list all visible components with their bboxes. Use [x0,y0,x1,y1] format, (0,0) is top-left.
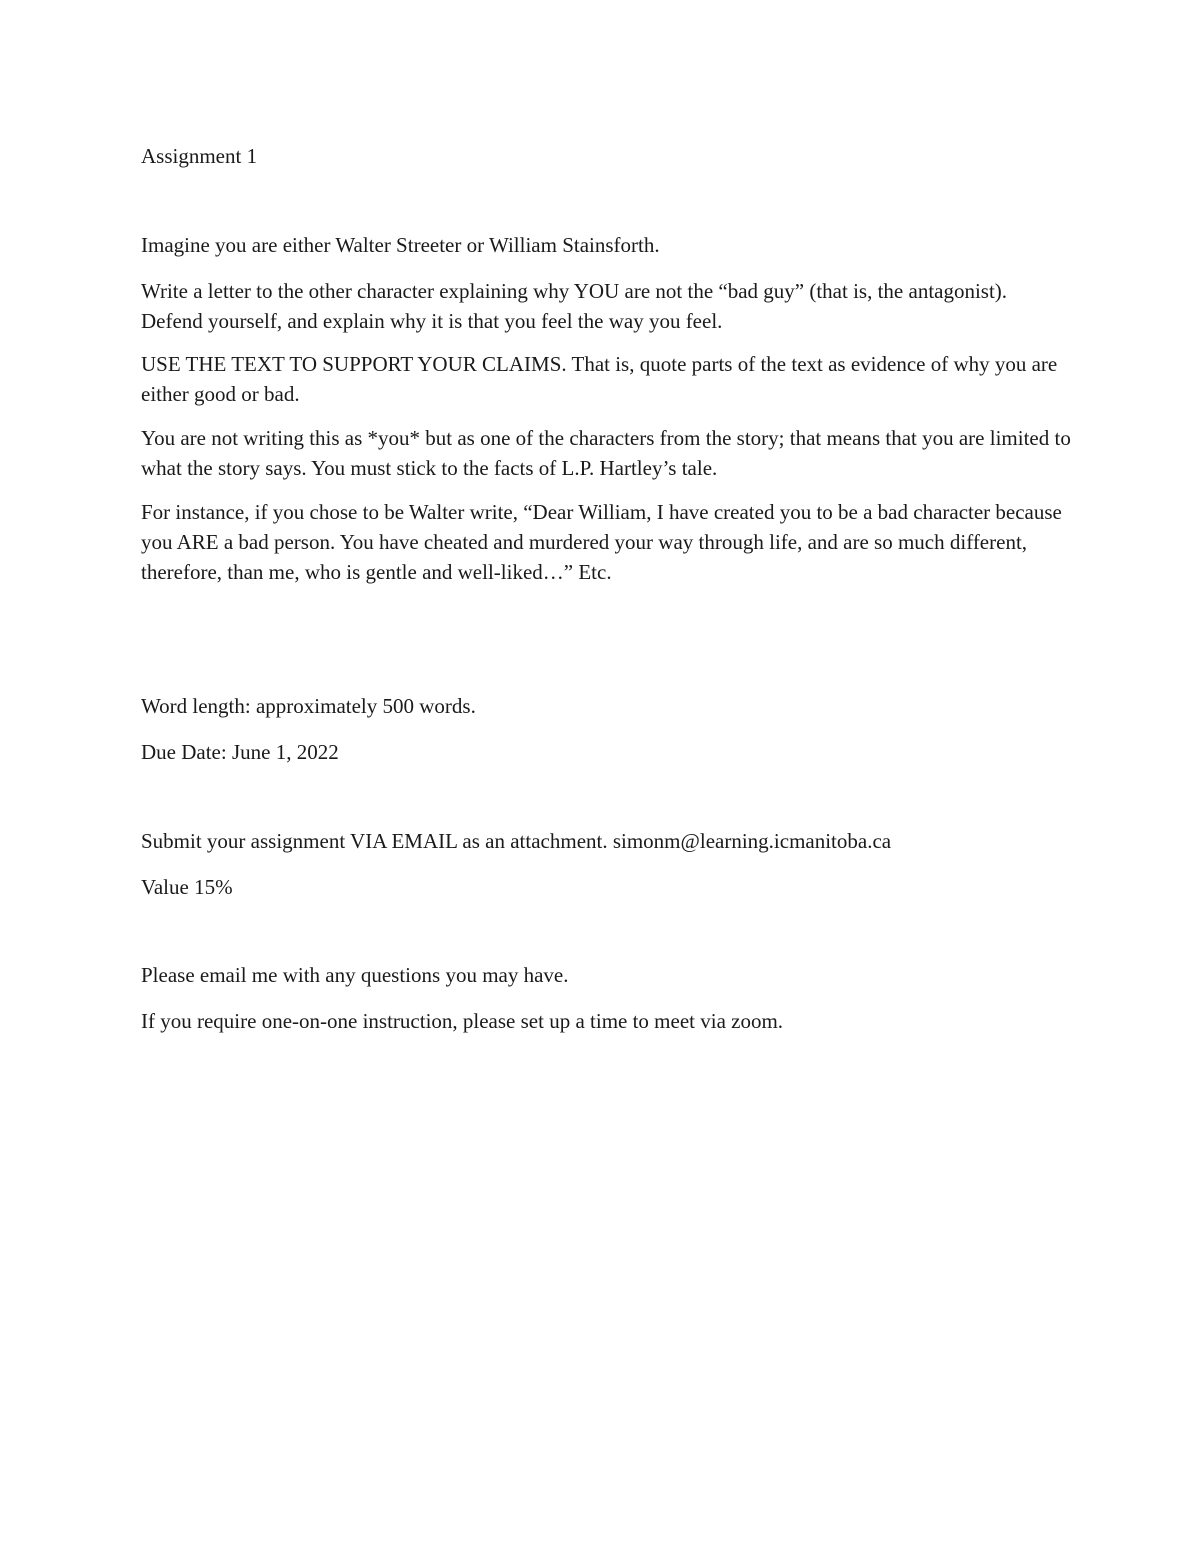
submit-text: Submit your assignment VIA EMAIL as an attachment. [141,829,613,853]
word-length-line: Word length: approximately 500 words. [141,694,476,718]
instruction-line: If you require one-on-one instruction, please set up a time to meet via zoom. [141,1009,784,1033]
value-line: Value 15% [141,875,233,899]
submit-line [141,826,1071,856]
intro-paragraph: Imagine you are either Walter Streeter or William Stainsforth. [141,233,660,257]
assignment-title: Assignment 1 [141,144,258,168]
due-date-line: Due Date: June 1, 2022 [141,740,339,764]
task-paragraph: Write a letter to the other character explaining why YOU are not the “bad guy” (that is, the antagonist). Defend yourself, and explain why it is that you feel the way you feel. [141,279,1008,333]
support-paragraph: USE THE TEXT TO SUPPORT YOUR CLAIMS. That is, quote parts of the text as evidence of why you are either good or bad. [141,352,1058,406]
submit-email-link[interactable]: simonm@learning.icmanitoba.ca [612,829,892,853]
example-paragraph: For instance, if you chose to be Walter write, “Dear William, I have created you to be a bad character because you ARE a bad person. You have cheated and murdered your way through life, and are so much different, therefore, than me, who is gentle and well-liked…” Etc. [141,500,1062,584]
perspective-paragraph: You are not writing this as *you* but as one of the characters from the story; that means that you are limited to what the story says. You must stick to the facts of L.P. Hartley’s tale. [141,426,1071,480]
questions-line: Please email me with any questions you may have. [141,963,569,987]
